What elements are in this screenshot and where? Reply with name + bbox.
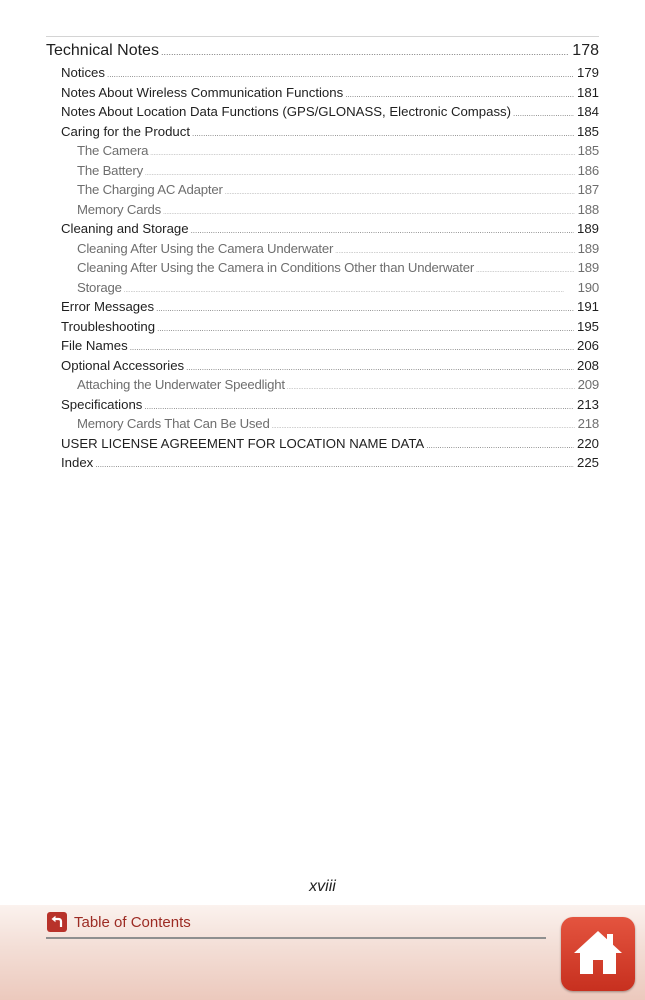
home-button[interactable]: [561, 917, 635, 991]
toc-dot-leader: [272, 424, 575, 430]
toc-entry[interactable]: [61, 221, 599, 236]
toc-entry[interactable]: [46, 42, 599, 60]
toc-dot-leader: [150, 151, 574, 157]
toc-dot-leader: [426, 441, 574, 450]
toc-dot-leader: [107, 70, 574, 79]
toc-entry-title: Notes About Wireless Communication Functions: [61, 84, 344, 100]
toc-entry-title: Attaching the Underwater Speedlight: [77, 377, 285, 392]
toc-entry-title: Storage: [77, 279, 122, 295]
toc-entry-title: The Camera: [77, 143, 149, 158]
footer-divider: [46, 937, 546, 939]
toc-entry[interactable]: [77, 260, 599, 275]
toc-dot-leader: [157, 324, 574, 333]
toc-entry-title: Notices: [61, 65, 105, 80]
toc-dot-leader: [163, 210, 575, 216]
toc-entry-page: 184: [576, 104, 599, 119]
toc-entry-page: 195: [576, 318, 599, 334]
toc-entry[interactable]: [61, 338, 599, 353]
toc-entry-page: 189: [576, 221, 599, 236]
toc-entry-title: Memory Cards: [77, 201, 162, 217]
footer-bar: [0, 905, 645, 1000]
toc-entry-title: File Names: [61, 338, 128, 353]
top-divider: [46, 36, 599, 37]
toc-entry[interactable]: [77, 182, 599, 197]
toc-entry-page: 178: [572, 42, 599, 59]
toc-entry-title: Troubleshooting: [61, 318, 156, 334]
toc-entry[interactable]: [77, 143, 599, 158]
toc-entry[interactable]: [61, 455, 599, 470]
toc-entry-page: 189: [577, 260, 599, 275]
toc-dot-leader: [513, 109, 574, 118]
toc-entry-title: Optional Accessories: [61, 357, 185, 373]
toc-entry[interactable]: [61, 299, 599, 314]
toc-entry[interactable]: [61, 358, 599, 373]
toc-dot-leader: [130, 343, 574, 352]
toc-entry[interactable]: [77, 280, 599, 295]
toc-entry-title: The Charging AC Adapter: [77, 182, 223, 197]
toc-entry-title: Error Messages: [61, 299, 155, 314]
toc-entry[interactable]: [61, 124, 599, 139]
toc-dot-leader: [192, 129, 574, 138]
toc-dot-leader: [156, 304, 574, 313]
toc-dot-leader: [144, 402, 574, 411]
toc-dot-leader: [124, 288, 575, 294]
toc-entry-page: 218: [577, 416, 599, 431]
toc-dot-leader: [225, 190, 575, 196]
toc-entry[interactable]: [77, 163, 599, 178]
toc-dot-leader: [335, 249, 574, 255]
toc-entry[interactable]: [77, 377, 599, 392]
toc-entry-title: The Battery: [77, 162, 143, 178]
toc-entry-title: USER LICENSE AGREEMENT FOR LOCATION NAME DATA: [61, 435, 425, 451]
toc-entry-page: 208: [576, 357, 599, 373]
toc-entry-title: Notes About Location Data Functions (GPS/GLONASS, Electronic Compass): [61, 104, 512, 119]
toc-entry-page: 191: [576, 299, 599, 314]
toc-dot-leader: [287, 385, 575, 391]
toc-entry-page: 206: [576, 338, 599, 353]
toc-entry-page: 185: [576, 123, 599, 139]
table-of-contents-label: Table of Contents: [74, 913, 191, 931]
toc-entry-title: Index: [61, 455, 94, 470]
toc-entry-page: 190: [577, 279, 599, 295]
toc-entry-title: Cleaning After Using the Camera Underwater: [77, 240, 334, 256]
toc-entry-title: Cleaning and Storage: [61, 221, 189, 236]
toc-entry-page: 225: [576, 455, 599, 470]
toc-entry[interactable]: [77, 202, 599, 217]
toc-entry-page: 209: [577, 377, 599, 392]
toc-entry-page: 181: [576, 84, 599, 100]
toc-dot-leader: [95, 460, 574, 469]
toc-entry[interactable]: [61, 104, 599, 119]
toc-entry-page: 189: [577, 240, 599, 256]
toc-dot-leader: [345, 90, 574, 99]
toc-dot-leader: [191, 226, 574, 235]
toc-entry[interactable]: [61, 65, 599, 80]
toc-dot-leader: [186, 363, 574, 372]
toc-entry-title: Caring for the Product: [61, 123, 191, 139]
toc-entry-page: 185: [577, 143, 599, 158]
toc-entry-title: Cleaning After Using the Camera in Conditions Other than Underwater: [77, 260, 475, 275]
toc-entry-page: 188: [577, 201, 599, 217]
toc-dot-leader: [145, 171, 575, 177]
toc-entry-title: Technical Notes: [46, 42, 159, 59]
toc-dot-leader: [161, 47, 569, 57]
page-number: xviii: [309, 878, 336, 895]
toc-entry-page: 213: [576, 396, 599, 412]
toc-entry-page: 187: [577, 182, 599, 197]
toc-entry-title: Memory Cards That Can Be Used: [77, 416, 270, 431]
back-arrow-icon: [47, 912, 67, 932]
toc-entry-page: 179: [576, 65, 599, 80]
toc-entry[interactable]: [77, 416, 599, 431]
table-of-contents-link[interactable]: [47, 912, 191, 932]
toc-entry-page: 186: [577, 162, 599, 178]
toc-entry[interactable]: [61, 436, 599, 451]
home-icon: [571, 928, 625, 981]
toc-dot-leader: [476, 268, 575, 274]
toc-entry[interactable]: [77, 241, 599, 256]
toc-entry[interactable]: [61, 319, 599, 334]
toc-entry-title: Specifications: [61, 396, 143, 412]
toc-entry[interactable]: [61, 397, 599, 412]
toc-entry-page: 220: [576, 435, 599, 451]
toc-entry[interactable]: [61, 85, 599, 100]
